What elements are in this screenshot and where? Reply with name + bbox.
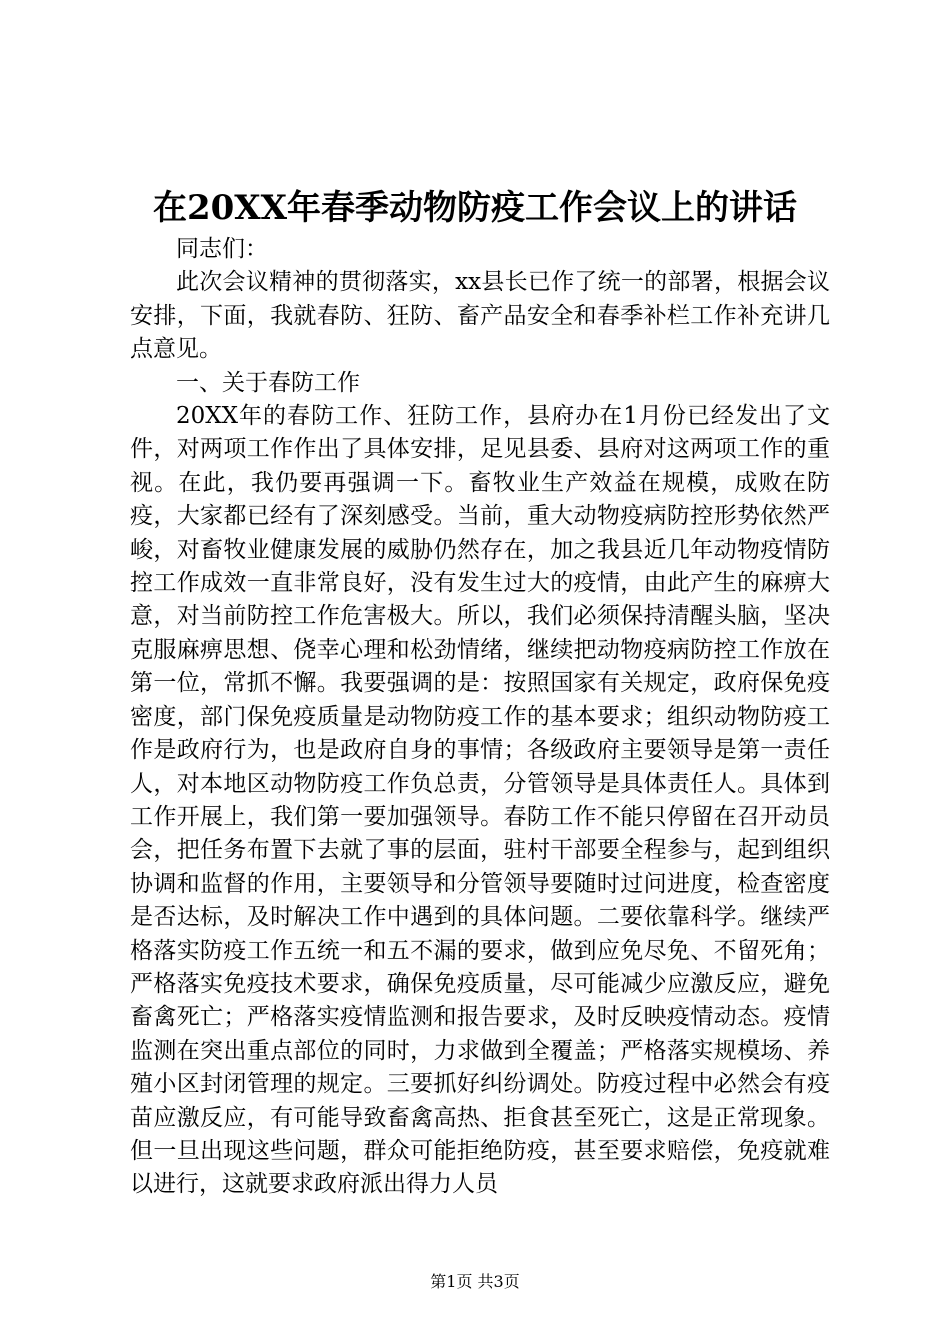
salutation-paragraph: 同志们：	[176, 236, 268, 262]
document-title: 在20XX年春季动物防疫工作会议上的讲话	[152, 188, 798, 228]
page-footer: 第1页 共3页	[430, 1272, 520, 1291]
section-heading: 一、关于春防工作	[176, 369, 360, 396]
intro-paragraph: 此次会议精神的贯彻落实，xx县长已作了统一的部署，根据会议安排，下面，我就春防、狂防、畜产品安全和春季补栏工作补充讲几点意见。	[130, 269, 830, 363]
document-body	[130, 233, 830, 1202]
body-paragraph: 20XX年的春防工作、狂防工作，县府办在1月份已经发出了文件，对两项工作作出了具体安排，足见县委、县府对这两项工作的重视。在此，我仍要再强调一下。畜牧业生产效益在规模，成败在防疫，大家都已经有了深刻感受。当前，重大动物疫病防控形势依然严峻，对畜牧业健康发展的威胁仍然存在，加之我县近几年动物疫情防控工作成效一直非常良好，没有发生过大的疫情，由此产生的麻痹大意，对当前防控工作危害极大。所以，我们必须保持清醒头脑，坚决克服麻痹思想、侥幸心理和松劲情绪，继续把动物疫病防控工作放在第一位，常抓不懈。我要强调的是：按照国家有关规定，政府保免疫密度，部门保免疫质量是动物防疫工作的基本要求；组织动物防疫工作是政府行为，也是政府自身的事情；各级政府主要领导是第一责任人，对本地区动物防疫工作负总责，分管领导是具体责任人。具体到工作开展上，我们第一要加强领导。春防工作不能只停留在召开动员会，把任务布置下去就了事的层面，驻村干部要全程参与，起到组织协调和监督的作用，主要领导和分管领导要随时过问进度，检查密度是否达标，及时解决工作中遇到的具体问题。二要依靠科学。继续严格落实防疫工作五统一和五不漏的要求，做到应免尽免、不留死角；严格落实免疫技术要求，确保免疫质量，尽可能减少应激反应，避免畜禽死亡；严格落实疫情监测和报告要求，及时反映疫情动态。疫情监测在突出重点部位的同时，力求做到全覆盖；严格落实规模场、养殖小区封闭管理的规定。三要抓好纠纷调处。防疫过程中必然会有疫苗应激反应，有可能导致畜禽高热、拒食甚至死亡，这是正常现象。但一旦出现这些问题，群众可能拒绝防疫，甚至要求赔偿，免疫就难以进行，这就要求政府派出得力人员	[130, 403, 830, 1198]
